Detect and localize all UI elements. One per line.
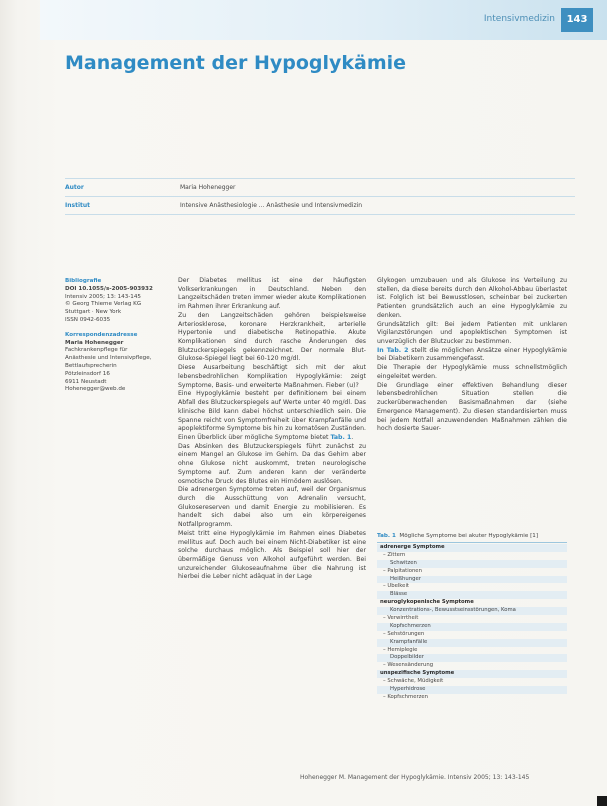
institute-value: Intensive Anästhesiologie ... Anästhesie und Intensivmedizin xyxy=(180,202,363,209)
paragraph: Glykogen umzubauen und als Glukose ins Verteilung zu stellen, da diese bereits durch den Alkohol-Abbau überlastet ist. Folglich ist bei Bewusstlosen, scheinbar bei zuckerten Patienten grundsätzlich auch an eine Hypoglykämie zu denken. xyxy=(377,277,567,319)
corner-mark xyxy=(597,796,607,806)
table-group-header: unspezifische Symptome xyxy=(377,670,567,678)
paragraph: Meist tritt eine Hypoglykämie im Rahmen eines Diabetes mellitus auf. Doch auch bei einem Nicht-Diabetiker ist eine solche durchaus möglich. Als Beispiel soll hier der übermäßige Genuss von Alkohol aufgeführt werden. Bei unzureichender Glukoseaufnahme über die Nahrung ist hierbei die Leber nicht adäquat in der Lage xyxy=(178,529,366,581)
correspondence-line: Bettlaufsprecherin xyxy=(65,362,117,369)
correspondence-line: Anästhesie und Intensivpflege, xyxy=(65,355,152,362)
table-caption-label: Tab. 1 xyxy=(377,533,396,539)
table-reference[interactable]: In Tab. 2 xyxy=(377,346,409,354)
meta-divider xyxy=(65,196,575,197)
table-row: Blässe xyxy=(377,591,567,599)
bibliography-line: Stuttgart · New York xyxy=(65,309,122,316)
page-footer: Hohenegger M. Management der Hypoglykämie. Intensiv 2005; 13: 143-145 xyxy=(300,774,530,781)
header-section: Intensivmedizin xyxy=(483,14,555,24)
article-title: Management der Hypoglykämie xyxy=(65,52,407,74)
sidebar xyxy=(65,278,175,394)
paragraph: Zu den Langzeitschäden gehören beispielsweise Arteriosklerose, koronare Herzkrankheit, arterielle Hypertonie und diabetische Retinopathie. Akute Komplikationen sind durch rasche Änderungen des Blutzuckerspiegels gekennzeichnet. Der normale Blut-Glukose-Spiegel liegt bei 60-120 mg/dl. xyxy=(178,311,366,363)
table-row: – Wesensänderung xyxy=(383,662,434,669)
table-row: Hyperhidrose xyxy=(377,686,567,694)
table-row: – Hemiplegie xyxy=(383,646,418,653)
paragraph: Die Therapie der Hypoglykämie muss schnellstmöglich eingeleitet werden. xyxy=(377,364,567,380)
body-column-1 xyxy=(178,277,366,582)
correspondence-name: Maria Hohenegger xyxy=(65,339,124,346)
body-column-2 xyxy=(377,277,567,434)
table-group-header: neuroglykopenische Symptome xyxy=(380,599,474,606)
table-row: – Zittern xyxy=(383,551,406,558)
bibliography-heading: Bibliografie xyxy=(65,278,102,284)
table-group-header: adrenerge Symptome xyxy=(377,544,567,552)
table-row: Krampfanfälle xyxy=(377,639,567,647)
meta-divider xyxy=(65,178,575,179)
correspondence-line: Pötzleinsdorf 16 xyxy=(65,370,110,377)
correspondence-line: 6911 Neustadt xyxy=(65,378,107,385)
table-reference[interactable]: Tab. 1 xyxy=(330,433,352,441)
paragraph-text: Eine Hypoglykämie besteht per definitionem bei einem Abfall des Blutzuckerspiegels auf Werte unter 40 mg/dl. Das klinische Bild kann dabei höchst unterschiedlich sein. Die Spanne reicht von Symptomfreiheit über Krampfanfälle und apoplektiforme Symptome bis hin zu komatösen Zuständen. Einen Überblick über mögliche Symptome bietet xyxy=(178,390,366,441)
paragraph: Eine Hypoglykämie besteht per definitionem bei einem Abfall des Blutzuckerspiegels auf Werte unter 40 mg/dl. Das klinische Bild kann dabei höchst unterschiedlich sein. Die Spanne reicht von Symptomfreiheit über Krampfanfälle und apoplektiforme Symptome bis hin zu komatösen Zuständen. Einen Überblick über mögliche Symptome bietet Tab. 1. xyxy=(178,390,366,441)
table-row: Schwitzen xyxy=(377,560,567,568)
correspondence-email: Hohenegger@web.de xyxy=(65,386,126,393)
paragraph: Diese Ausarbeitung beschäftigt sich mit der akut lebensbedrohlichen Komplikation Hypoglykämie: zeigt Symptome, Basis- und erweiterte Maßnahmen. Fieber (u)? xyxy=(178,364,366,389)
table-row: Heißhunger xyxy=(377,576,567,584)
table-row: – Übelkeit xyxy=(383,583,409,590)
bibliography-line: ISSN 0942-6035 xyxy=(65,316,111,323)
paragraph: Die Grundlage einer effektiven Behandlung dieser lebensbedrohlichen Situation stellen die zuckerüberwachenden Basismaßnahmen dar (siehe Emergence Management). Zu diesen standardisierten muss bei jedem Notfall anzuwendenden Maßnahmen zählen die hoch dosierte Sauer- xyxy=(377,381,567,433)
paragraph: Grundsätzlich gilt: Bei jedem Patienten mit unklaren Vigilanzstörungen und apoplektischen Symptomen ist unverzüglich der Blutzucker zu bestimmen. xyxy=(377,320,567,346)
table-caption-text: Mögliche Symptome bei akuter Hypoglykämie [1] xyxy=(399,533,538,539)
table-row: Kopfschmerzen xyxy=(377,623,567,631)
paragraph: Die adrenergen Symptome treten auf, weil der Organismus durch die Ausschüttung von Adrenalin versucht, Glukosereserven und damit Energie zu mobilisieren. Es handelt sich dabei also um ein körpereigenes Notfallprogramm. xyxy=(178,486,366,529)
correspondence-heading: Korrespondenzadresse xyxy=(65,331,138,338)
symptom-table xyxy=(377,544,567,702)
table-row: – Sehstörungen xyxy=(383,630,425,637)
table-row: – Kopfschmerzen xyxy=(383,693,429,700)
table-row: – Verwirrtheit xyxy=(383,615,419,622)
table-row: Doppelbilder xyxy=(377,654,567,662)
institute-label: Institut xyxy=(65,202,91,209)
bibliography-line: © Georg Thieme Verlag KG xyxy=(65,301,142,308)
author-label: Autor xyxy=(65,184,84,191)
table-caption xyxy=(377,533,567,539)
paragraph: Das Absinken des Blutzuckerspiegels führt zunächst zu einem Mangel an Glukose im Gehirn. Da das Gehirn aber ohne Glukose nicht auskommt, treten neurologische Symptome auf. Zum anderen kann der veränderte osmotische Druck des Blutes ein Hirnödem auslösen. xyxy=(178,442,366,485)
table-row: Konzentrations-, Bewusstseinsstörungen, Koma xyxy=(377,607,567,615)
table-rule xyxy=(377,542,567,543)
meta-divider xyxy=(65,214,575,215)
bibliography-line: DOI 10.1055/s-2005-903932 xyxy=(65,285,153,292)
correspondence-line: Fachkrankenpflege für xyxy=(65,347,128,354)
bibliography-line: Intensiv 2005; 13: 143-145 xyxy=(65,293,141,300)
page-number: 143 xyxy=(561,8,593,32)
table-row: – Palpitationen xyxy=(383,567,422,574)
author-value: Maria Hohenegger xyxy=(180,184,236,191)
paragraph-text: stellt die möglichen Ansätze einer Hypoglykämie bei Diabetikern zusammengefasst. xyxy=(377,346,567,363)
table-row: – Schwäche, Müdigkeit xyxy=(383,678,444,685)
paragraph: Der Diabetes mellitus ist eine der häufigsten Volkserkrankungen in Deutschland. Neben den Langzeitschäden treten immer wieder akute Komplikationen im Rahmen ihrer Erkrankung auf. xyxy=(178,277,366,311)
paragraph xyxy=(377,347,567,364)
